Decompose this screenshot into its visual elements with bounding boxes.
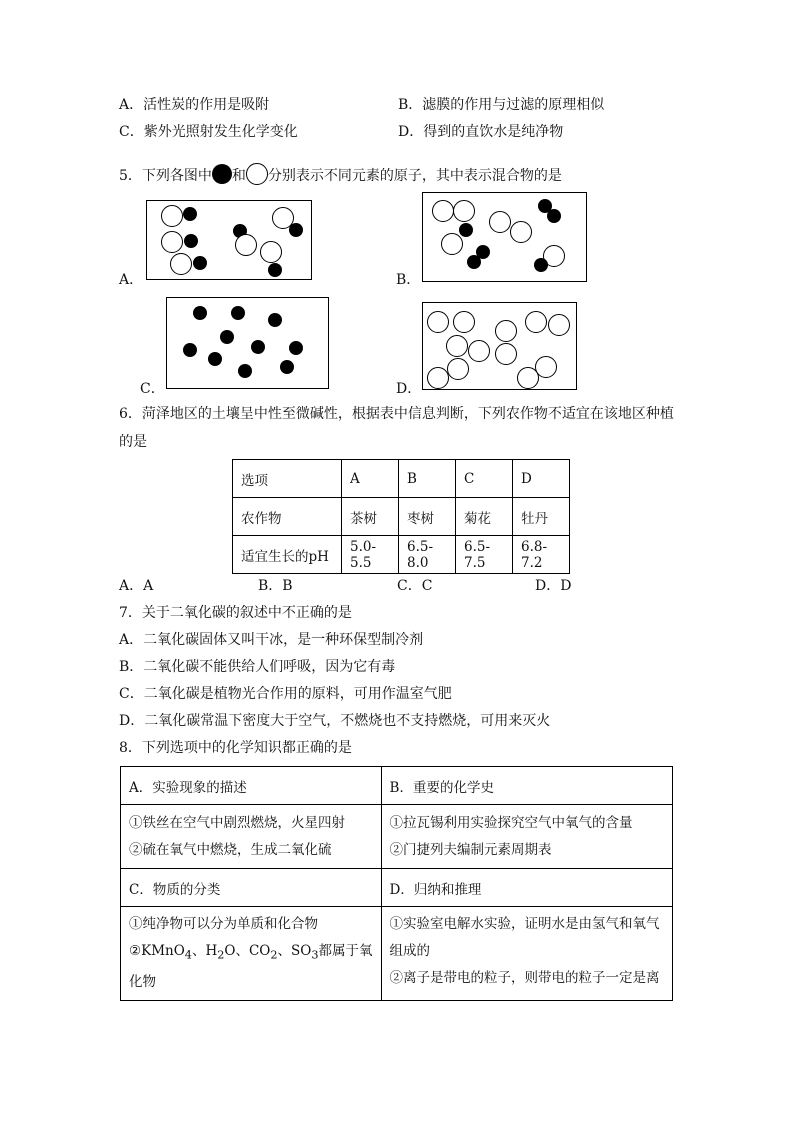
cell-line: ②门捷列夫编制元素周期表 — [389, 841, 552, 858]
formula-text: 、H — [191, 943, 218, 959]
q6-stem-line2: 的是 — [119, 434, 147, 450]
subscript: 3 — [311, 948, 319, 962]
q6-option-d: D．D — [535, 578, 572, 594]
table-cell — [381, 907, 672, 1001]
black-atom — [238, 364, 252, 378]
q6-option-c: C．C — [397, 578, 433, 594]
q5-stem — [119, 163, 562, 186]
table-row — [233, 498, 570, 536]
white-atom — [161, 205, 183, 227]
q6-stem-line1: 6．菏泽地区的土壤呈中性至微碱性，根据表中信息判断，下列农作物不适宜在该地区种植 — [119, 406, 674, 422]
q7-stem: 7．关于二氧化碳的叙述中不正确的是 — [119, 605, 352, 621]
table-row — [121, 869, 673, 907]
subscript: 2 — [270, 948, 278, 962]
q4-option-c: C．紫外光照射发生化学变化 — [119, 124, 298, 140]
table-cell: 农作物 — [233, 498, 342, 536]
white-atom — [161, 231, 183, 253]
table-cell: C．物质的分类 — [121, 869, 382, 907]
table-cell: 适宜生长的pH — [233, 536, 342, 574]
formula-text: 、SO — [277, 943, 312, 959]
white-atom — [525, 311, 547, 333]
q7-option-c: C．二氧化碳是植物光合作用的原料，可用作温室气肥 — [119, 686, 452, 702]
table-cell: A．实验现象的描述 — [121, 767, 382, 805]
ph-table — [232, 459, 570, 574]
black-atom — [289, 341, 303, 355]
black-atom — [208, 352, 222, 366]
table-cell: 茶树 — [342, 498, 399, 536]
q7-option-a: A．二氧化碳固体又叫干冰，是一种环保型制冷剂 — [119, 632, 424, 648]
q6-option-b: B．B — [258, 578, 293, 594]
q5-label-a: A． — [119, 272, 144, 288]
table-cell: 枣树 — [399, 498, 456, 536]
table-cell: 6.5-8.0 — [399, 536, 456, 574]
cell-line — [129, 938, 373, 969]
cell-line: ②硫在氧气中燃烧，生成二氧化硫 — [129, 841, 332, 858]
formula-text: 都属于氧 — [318, 943, 373, 959]
q4-option-d: D．得到的直饮水是纯净物 — [398, 124, 564, 140]
q5-stem-pre: 5．下列各图中 — [119, 168, 212, 184]
table-row — [233, 536, 570, 574]
white-atom — [235, 234, 257, 256]
formula-text: O、CO — [224, 943, 271, 959]
white-atom — [517, 367, 539, 389]
black-atom — [193, 306, 207, 320]
black-atom — [183, 207, 197, 221]
black-atom — [459, 223, 473, 237]
q5-diagram-d — [422, 302, 577, 390]
q6-option-a: A．A — [119, 578, 154, 594]
cell-line: ①铁丝在空气中剧烈燃烧，火星四射 — [129, 814, 345, 831]
subscript: 4 — [184, 948, 192, 962]
table-cell: 6.8-7.2 — [513, 536, 570, 574]
table-cell: 选项 — [233, 460, 342, 498]
table-cell: 菊花 — [456, 498, 513, 536]
table-cell: 5.0-5.5 — [342, 536, 399, 574]
white-atom — [510, 221, 532, 243]
white-atom — [468, 340, 490, 362]
black-atom — [547, 209, 561, 223]
q5-stem-post: 分别表示不同元素的原子，其中表示混合物的是 — [267, 168, 562, 184]
q5-label-d: D． — [396, 381, 422, 397]
white-atom — [548, 314, 570, 336]
white-atom — [447, 358, 469, 380]
black-atom — [183, 343, 197, 357]
cell-line: ②离子是带电的粒子，则带电的粒子一定是离 — [389, 970, 660, 986]
white-atom-icon — [246, 163, 268, 185]
black-atom — [193, 256, 207, 270]
q5-diagram-a — [146, 200, 312, 280]
table-row — [121, 907, 673, 1001]
table-cell: A — [342, 460, 399, 498]
q4-option-b: B．滤膜的作用与过滤的原理相似 — [398, 97, 605, 113]
q5-diagram-b — [422, 192, 587, 282]
table-cell: D — [513, 460, 570, 498]
q4-option-a: A．活性炭的作用是吸附 — [119, 97, 270, 113]
table-cell: 6.5-7.5 — [456, 536, 513, 574]
white-atom — [427, 311, 449, 333]
subscript: 2 — [217, 948, 225, 962]
q5-stem-mid: 和 — [231, 168, 246, 184]
table-row — [233, 460, 570, 498]
cell-line: ①纯净物可以分为单质和化合物 — [129, 916, 318, 932]
white-atom — [495, 343, 517, 365]
cell-line: ①拉瓦锡利用实验探究空气中氧气的含量 — [389, 814, 633, 831]
white-atom — [495, 320, 517, 342]
black-atom — [231, 306, 245, 320]
cell-line: ①实验室电解水实验，证明水是由氢气和氧气 — [389, 916, 660, 932]
table-cell: C — [456, 460, 513, 498]
table-cell: B — [399, 460, 456, 498]
white-atom — [453, 311, 475, 333]
white-atom — [446, 335, 468, 357]
table-row — [121, 805, 673, 869]
cell-line: 化物 — [129, 973, 156, 990]
white-atom — [453, 200, 475, 222]
table-cell: B．重要的化学史 — [381, 767, 672, 805]
q5-diagram-c — [166, 297, 329, 389]
table-cell: D．归纳和推理 — [381, 869, 672, 907]
q5-label-b: B． — [396, 272, 421, 288]
black-atom — [289, 223, 303, 237]
table-row — [121, 767, 673, 805]
q7-option-d: D．二氧化碳常温下密度大于空气，不燃烧也不支持燃烧，可用来灭火 — [119, 713, 551, 729]
table-cell — [381, 805, 672, 869]
table-cell — [121, 907, 382, 1001]
table-cell — [121, 805, 382, 869]
black-atom — [534, 258, 548, 272]
table-cell: 牡丹 — [513, 498, 570, 536]
white-atom — [432, 200, 454, 222]
black-atom-icon — [212, 164, 232, 184]
q5-label-c: C． — [140, 381, 165, 397]
q8-table — [120, 766, 673, 1001]
black-atom — [467, 255, 481, 269]
black-atom — [268, 263, 282, 277]
white-atom — [260, 241, 282, 263]
q7-option-b: B．二氧化碳不能供给人们呼吸，因为它有毒 — [119, 659, 396, 675]
white-atom — [489, 211, 511, 233]
formula-text: ②KMnO — [129, 943, 185, 959]
q8-stem: 8．下列选项中的化学知识都正确的是 — [119, 740, 352, 756]
white-atom — [170, 253, 192, 275]
black-atom — [280, 360, 294, 374]
black-atom — [268, 313, 282, 327]
cell-line: 组成的 — [389, 943, 431, 959]
white-atom — [441, 233, 463, 255]
black-atom — [251, 340, 265, 354]
black-atom — [220, 330, 234, 344]
black-atom — [184, 234, 198, 248]
white-atom — [427, 367, 449, 389]
